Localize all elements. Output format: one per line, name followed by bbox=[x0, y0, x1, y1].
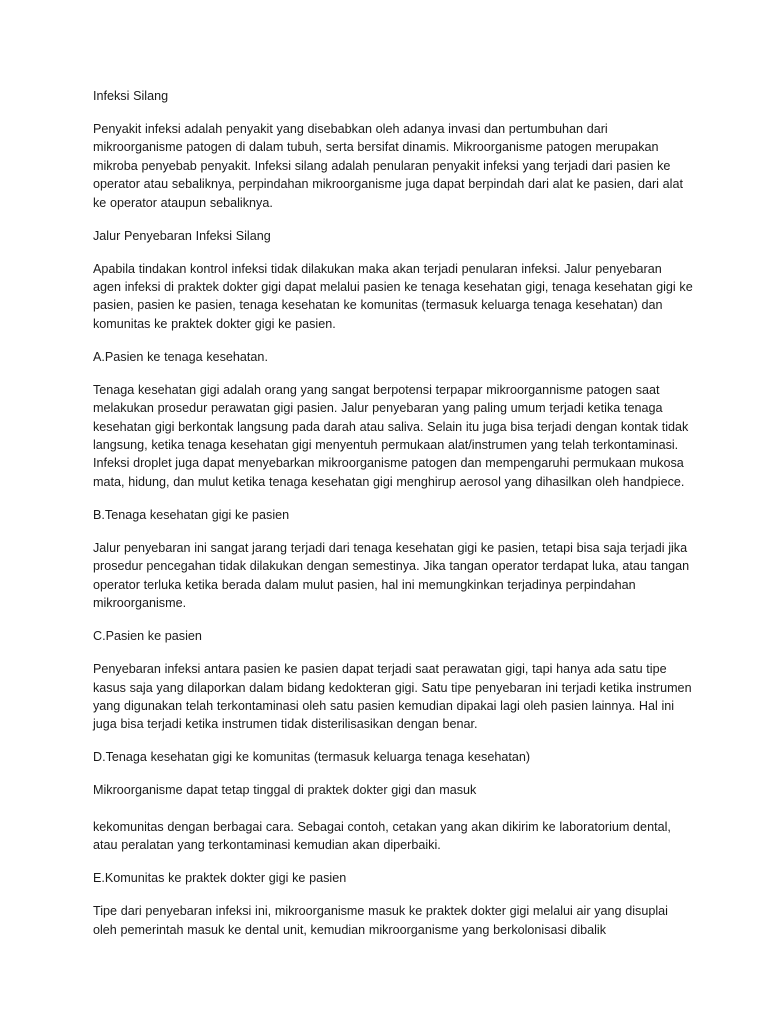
subsection-b-title: B.Tenaga kesehatan gigi ke pasien bbox=[93, 507, 290, 522]
document-body bbox=[93, 87, 693, 954]
subsection-e-paragraph: Tipe dari penyebaran infeksi ini, mikroorganisme masuk ke praktek dokter gigi melalui air yang disuplai oleh pemerintah masuk ke dental unit, kemudian mikroorganisme yang berkolonisasi dibalik bbox=[93, 904, 668, 937]
subsection-d-paragraph-2: kekomunitas dengan berbagai cara. Sebagai contoh, cetakan yang akan dikirim ke laboratorium dental, atau peralatan yang terkontaminasi kemudian akan diperbaiki. bbox=[93, 819, 671, 853]
intro-paragraph: Penyakit infeksi adalah penyakit yang disebabkan oleh adanya invasi dan pertumbuhan dari mikroorganisme patogen di dalam tubuh, serta bersifat dinamis. Mikroorganisme patogen merupakan mikroba penyebab penyakit. Infeksi silang adalah penularan penyakit infeksi yang terjadi dari pasien ke operator atau sebaliknya, perpindahan mikroorganisme juga dapat berpindah dari alat ke pasien, dari alat ke operator ataupun sebaliknya. bbox=[93, 122, 683, 210]
subsection-a-title: A.Pasien ke tenaga kesehatan. bbox=[93, 349, 268, 364]
subsection-b-paragraph: Jalur penyebaran ini sangat jarang terjadi dari tenaga kesehatan gigi ke pasien, tetapi bisa saja terjadi jika prosedur pencegahan tidak dilakukan dengan semestinya. Jika tangan operator terdapat luka, atau tangan operator terluka ketika berada dalam mulut pasien, hal ini memungkinkan terjadinya perpindahan mikroorganisme. bbox=[93, 540, 690, 611]
subsection-d-paragraph-1: Mikroorganisme dapat tetap tinggal di praktek dokter gigi dan masuk bbox=[93, 783, 477, 798]
section-title: Jalur Penyebaran Infeksi Silang bbox=[93, 228, 271, 243]
subsection-c-title: C.Pasien ke pasien bbox=[93, 629, 202, 644]
subsection-c-paragraph: Penyebaran infeksi antara pasien ke pasien dapat terjadi saat perawatan gigi, tapi hanya ada satu tipe kasus saja yang dilaporkan dalam bidang kedokteran gigi. Satu tipe penyebaran ini terjadi ketika instrumen yang digunakan telah terkontaminasi oleh satu pasien kemudian dipakai lagi oleh pasien lainnya. Hal ini juga bisa terjadi ketika instrumen tidak disterilisasikan dengan benar. bbox=[93, 662, 692, 732]
document-title: Infeksi Silang bbox=[93, 89, 169, 103]
subsection-e-title: E.Komunitas ke praktek dokter gigi ke pasien bbox=[93, 871, 347, 886]
subsection-a-paragraph: Tenaga kesehatan gigi adalah orang yang sangat berpotensi terpapar mikroorgannisme patogen saat melakukan prosedur perawatan gigi pasien. Jalur penyebaran yang paling umum terjadi ketika tenaga kesehatan gigi berkontak langsung pada darah atau saliva. Selain itu juga bisa terjadi dengan kontak tidak langsung, ketika tenaga kesehatan gigi menyentuh permukaan alat/instrumen yang telah terkontaminasi. Infeksi droplet juga dapat menyebarkan mikroorganisme patogen dan mempengaruhi permukaan mukosa mata, hidung, dan mulut ketika tenaga kesehatan gigi menghirup aerosol yang dihasilkan oleh handpiece. bbox=[93, 382, 689, 489]
section-intro-paragraph: Apabila tindakan kontrol infeksi tidak dilakukan maka akan terjadi penularan infeksi. Jalur penyebaran agen infeksi di praktek dokter gigi dapat melalui pasien ke tenaga kesehatan gigi, tenaga kesehatan gigi ke pasien, pasien ke pasien, tenaga kesehatan ke komunitas (termasuk keluarga tenaga kesehatan) dan komunitas ke praktek dokter gigi ke pasien. bbox=[93, 261, 693, 331]
subsection-d-title: D.Tenaga kesehatan gigi ke komunitas (termasuk keluarga tenaga kesehatan) bbox=[93, 750, 531, 765]
